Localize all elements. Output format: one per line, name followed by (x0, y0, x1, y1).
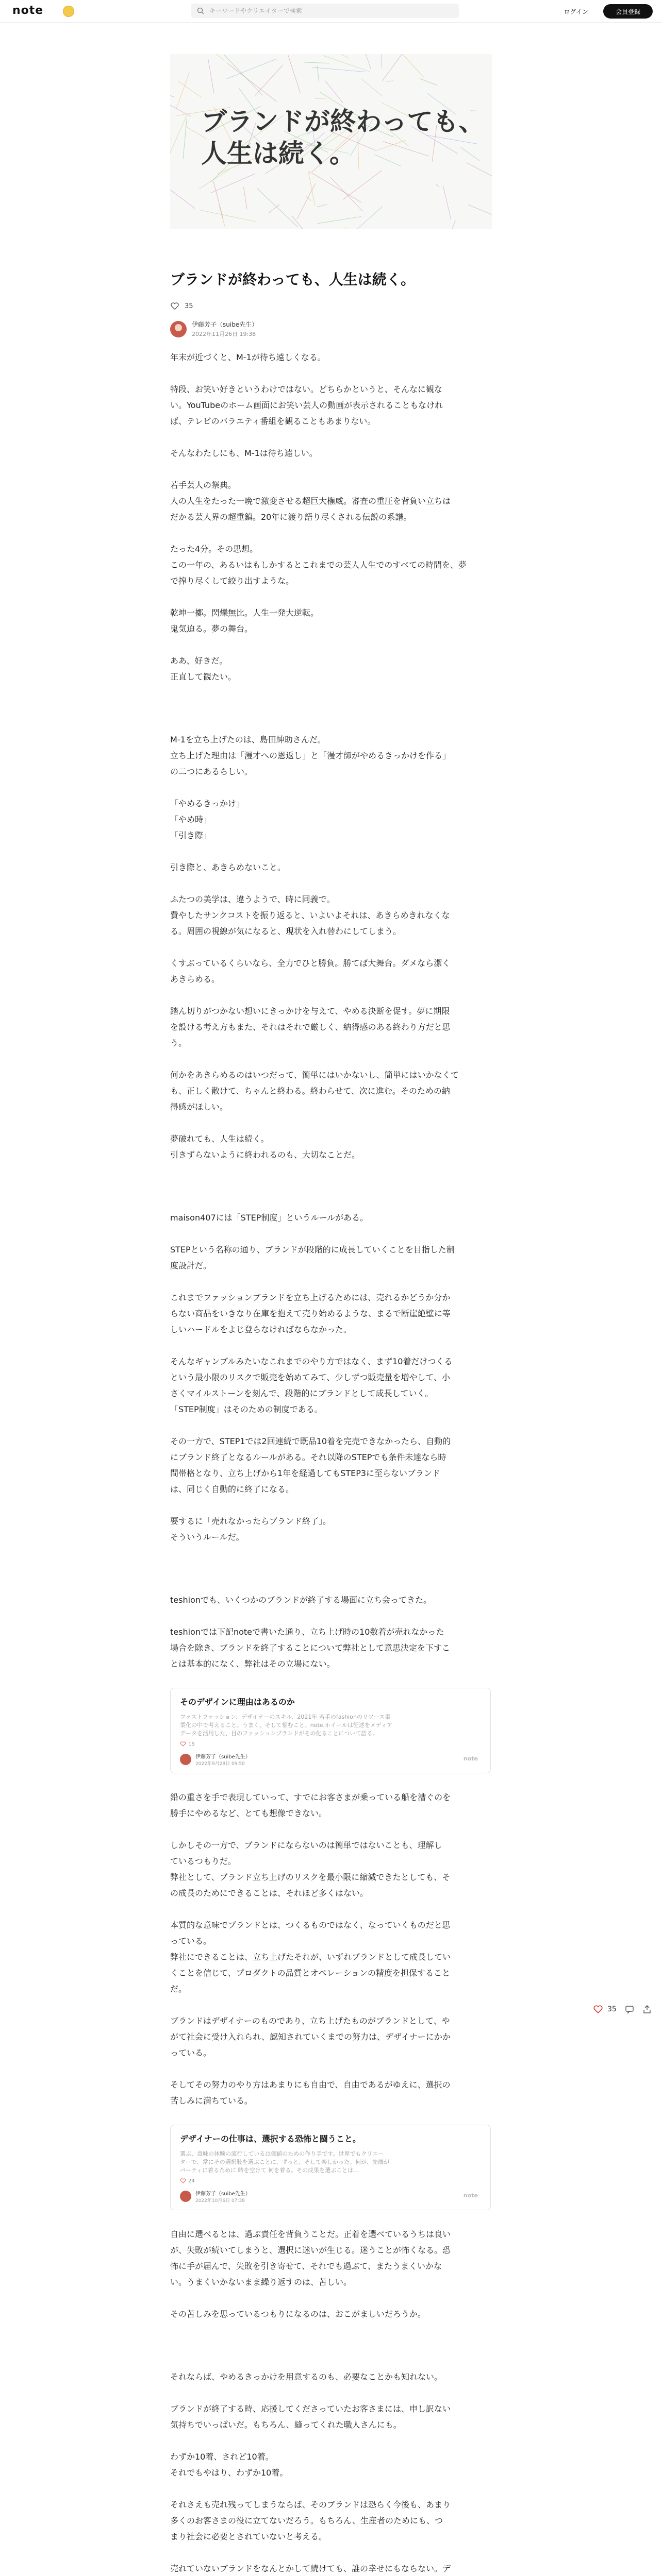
paragraph-line: そんなギャンブルみたいなこれまでのやり方ではなく、まず10着だけつくる (170, 1357, 453, 1366)
article-body (170, 349, 492, 2576)
paragraph (170, 1290, 492, 1337)
paragraph (170, 1789, 492, 1821)
paragraph (170, 445, 492, 461)
paragraph-line: たった4分。その思想。 (170, 544, 258, 554)
hero-pattern-line (436, 184, 439, 187)
hero-pattern-line (323, 56, 370, 72)
paragraph-line: それさえも売れ残ってしまうならば、そのブランドは恐らく今後も、あまり (170, 2500, 451, 2510)
hero-pattern-line (304, 62, 329, 63)
floating-action-bar (593, 2004, 660, 2014)
embedded-note-card[interactable] (170, 2125, 491, 2210)
embed-desc-line: ファストファッション、デザイナーのスキル、2021年 若手のfashionのリソース事 (180, 1714, 391, 1720)
paragraph-line: 気持ちでいっぱいだ。もちろん、縫ってくれた職人さんにも。 (170, 2420, 402, 2430)
hero-pattern-line (352, 207, 383, 229)
hero-pattern-line (315, 98, 326, 99)
embed-like (180, 1741, 481, 1747)
hero-pattern-line (210, 174, 255, 193)
paragraph (170, 891, 492, 939)
paragraph-line: 鬼気迫る。夢の舞台。 (170, 624, 253, 634)
paragraph (170, 2077, 492, 2109)
embed-author (195, 2189, 251, 2204)
paragraph-line: 人の人生をたった一晩で激変させる超巨大権威。審査の重圧を背負い立ちは (170, 496, 451, 506)
search-box[interactable] (191, 4, 459, 18)
paragraph (170, 732, 492, 779)
paragraph (170, 1513, 492, 1545)
paragraph-line: そういうルールだ。 (170, 1532, 244, 1542)
embed-like-count: 24 (188, 2178, 195, 2184)
paragraph-line: にブランド終了となるルールがある。それ以降のSTEPでも条件未達なら時 (170, 1452, 446, 1462)
paragraph-line: それならば、やめるきっかけを用意するのも、必要なことかも知れない。 (170, 2372, 443, 2382)
paragraph-line: 夢破れても、人生は続く。 (170, 1134, 269, 1144)
paragraph-line: 弊社にできることは、立ち上げたそれが、いずれブランドとして成長してい (170, 1952, 451, 1962)
paragraph-line: 売れていないブランドをなんとかして続けても、誰の幸せにもならない。デ (170, 2564, 451, 2573)
paragraph-line: 引きずらないように終われるのも、大切なことだ。 (170, 1150, 360, 1160)
hero-pattern-line (328, 54, 349, 58)
paragraph-line: 度設計だ。 (170, 1261, 212, 1270)
hero-pattern-line (213, 181, 223, 219)
paragraph (170, 1210, 492, 1226)
paragraph-line: 自由に選べるとは、過ぶ責任を背負うことだ。正着を選べているうちは良い (170, 2229, 451, 2239)
hero-pattern-line (177, 54, 224, 61)
section-gap (170, 1561, 492, 1592)
paragraph (170, 1917, 492, 1997)
embedded-note-card[interactable] (170, 1688, 491, 1773)
embed-desc-line: パーティに着るために 時を空けて 何を着る。その成果を選ぶことは… (180, 2167, 359, 2174)
paragraph-line: ているつもりだ。 (170, 1856, 236, 1866)
author-block[interactable] (170, 320, 492, 338)
hero-pattern-line (325, 81, 343, 103)
paragraph-line: それでもやはり、わずか10着。 (170, 2468, 288, 2478)
paragraph-line: 乾坤一擲。閃爍無比。人生一発大逆転。 (170, 608, 319, 618)
search-input[interactable] (208, 7, 448, 15)
hero-pattern-line (309, 172, 361, 202)
hero-pattern-line (382, 54, 402, 81)
paragraph-line: くすぶっているくらいなら、全力でひと勝負。勝てば大舞台。ダメなら潔く (170, 958, 451, 968)
avatar[interactable] (170, 321, 187, 337)
paragraph (170, 349, 492, 365)
paragraph-line: らない商品をいきなり在庫を抱えて売り始めるような、まるで断崖絶壁に等 (170, 1309, 451, 1318)
login-button[interactable]: ログイン (564, 8, 588, 15)
hero-pattern-line (442, 220, 456, 229)
hero-line-2: 人生は続く。 (201, 139, 355, 168)
hero-pattern-line (308, 172, 315, 206)
paragraph-line: さくマイルストーンを刻んで、段階的にブランドとして成長していく。 (170, 1388, 434, 1398)
paragraph-line: で搾り尽くして絞り出すような。 (170, 576, 294, 586)
paragraph-line: 苦しみに満ちている。 (170, 2096, 253, 2106)
paragraph-line: ば、テレビのバラエティ番組を観ることもあまりない。 (170, 416, 376, 426)
like-count: 35 (185, 302, 193, 310)
paragraph (170, 2561, 492, 2576)
paragraph-line: あきらめる。 (170, 974, 220, 984)
heart-icon (180, 1741, 186, 1747)
embed-date: 2022年10月6日 07:38 (195, 2198, 245, 2204)
paragraph-line: い。うまくいかないまま繰り返すのは、苦しい。 (170, 2277, 352, 2287)
paragraph (170, 1131, 492, 1163)
embed-footer (180, 2189, 481, 2204)
paragraph-line: 多くのお客さまの役に立てないだろう。もちろん、生産者のためにも、つ (170, 2516, 443, 2526)
author-info (192, 320, 258, 338)
paragraph (170, 1433, 492, 1497)
hero-pattern-line (178, 81, 202, 98)
paragraph-line: っている。 (170, 1936, 212, 1946)
paragraph-line: も、正しく散けて、ちゃんと終わる。終わらせて、次に進む。そのための納 (170, 1086, 450, 1096)
paragraph-line: STEPという名称の通り、ブランドが段階的に成長していくことを目指した制 (170, 1245, 455, 1255)
paragraph-line: 得感がほしい。 (170, 1102, 228, 1112)
paragraph-line: 年末が近づくと、M-1が待ち遠しくなる。 (170, 352, 326, 362)
paragraph-line: ふたつの美学は、違うようで、時に同義で。 (170, 894, 335, 904)
paragraph (170, 1067, 492, 1115)
hero-pattern-line (208, 60, 214, 94)
embed-title[interactable]: デザイナーの仕事は、選択する恐怖と闘うこと。 (180, 2134, 361, 2144)
note-logo[interactable]: note (12, 4, 44, 17)
embed-author-name: 伊藤芳子（suibe先生） (195, 2191, 251, 2197)
hero-line-1: ブランドが終わっても、 (201, 107, 485, 137)
hero-pattern-line (183, 118, 187, 159)
section-gap (170, 2338, 492, 2369)
avatar (180, 1754, 191, 1765)
hero-text (201, 106, 485, 170)
paragraph (170, 477, 492, 525)
section-gap (170, 1179, 492, 1210)
hero-pattern-line (362, 79, 383, 96)
heart-icon (180, 2178, 186, 2184)
paragraph-line: これまでファッションブランドを立ち上げるためには、売れるかどうか分か (170, 1293, 451, 1302)
paragraph-line: 若手芸人の祭典。 (170, 480, 237, 490)
paragraph-line: 「やめるきっかけ」 (170, 799, 245, 808)
paragraph-line: わずか10着、されど10着。 (170, 2452, 274, 2462)
paragraph-line: そんなわたしにも、M-1は待ち遠しい。 (170, 448, 318, 458)
paragraph-line: 「引き際」 (170, 831, 212, 840)
embed-desc-line: 業化の中で考えること。うまく、そして悩むこと。note.ホイールは記述をメディア (180, 1722, 392, 1728)
hero-pattern-line (386, 81, 393, 82)
share-icon[interactable] (642, 2005, 652, 2014)
hero-pattern-line (257, 189, 298, 227)
paragraph (170, 1242, 492, 1274)
paragraph-line: だ。 (170, 1984, 187, 1994)
author-name[interactable]: 伊藤芳子（suibe先生） (192, 321, 258, 328)
embed-description (180, 1713, 481, 1738)
paragraph-line: とは基本的になく、弊社はその立場にない。 (170, 1659, 335, 1669)
embed-like (180, 2178, 481, 2184)
paragraph-line: teshionでも、いくつかのブランドが終了する場面に立ち会ってきた。 (170, 1595, 432, 1605)
paragraph-line: 場合を除き、ブランドを終了することについて弊社として意思決定を下すこ (170, 1643, 451, 1653)
publish-date: 2022年11月26日 19:38 (192, 331, 256, 337)
embed-author-name: 伊藤芳子（suibe先生） (195, 1754, 251, 1760)
paragraph-line: 勝手にやめるなど、とても想像できない。 (170, 1808, 327, 1818)
hero-pattern-line (199, 170, 229, 189)
paragraph-line: 「STEP制度」はそのための制度である。 (170, 1404, 323, 1414)
paragraph-line: ブランドはデザイナーのものであり、立ち上げたものがブランドとして、や (170, 2016, 450, 2026)
paragraph (170, 955, 492, 987)
paragraph-line: という最小限のリスクで販売を始めてみて、少しずつ販売量を増やして、小 (170, 1372, 451, 1382)
embed-brand-label: note (463, 1755, 478, 1762)
paragraph-line: しいハードルをよじ登らなければならなかった。 (170, 1325, 352, 1334)
hero-pattern-line (468, 205, 492, 216)
paragraph-line: 本質的な意味でブランドとは、つくるものではなく、なっていくものだと思 (170, 1920, 451, 1930)
hero-pattern-line (443, 185, 451, 219)
paragraph-line: 正直して観たい。 (170, 672, 237, 682)
paragraph (170, 2306, 492, 2322)
paragraph-line: が、失敗が続いてしまうと、選択に迷いが生じる。迷うことが怖くなる。恐 (170, 2245, 451, 2255)
paragraph (170, 2013, 492, 2061)
paragraph (170, 2497, 492, 2545)
site-header (0, 0, 662, 23)
paragraph (170, 1592, 492, 1608)
logo-badge-icon (63, 6, 74, 17)
hero-pattern-line (318, 216, 361, 223)
paragraph-line: 弊社として、ブランド立ち上げのリスクを最小限に縮減できたとしても、そ (170, 1872, 451, 1882)
paragraph-line: M-1を立ち上げたのは、島田紳助さんだ。 (170, 735, 326, 744)
paragraph (170, 653, 492, 685)
embed-desc-line: データを活用した、目のファッションブランドがその化ることについて語る。 (180, 1730, 378, 1737)
paragraph-line: がて社会に受け入れられ、認知されていくまでの努力は、デザイナーにかか (170, 2032, 451, 2042)
paragraph (170, 381, 492, 429)
hero-pattern-line (288, 55, 300, 93)
article-meta (170, 301, 492, 311)
hero-pattern-line (387, 54, 425, 78)
paragraph-line: を設ける考え方もまた、それはそれで厳しく、納得感のある終わり方だと思 (170, 1022, 451, 1032)
hero-image (170, 54, 492, 229)
paragraph (170, 541, 492, 589)
embed-date: 2022年9月28日 09:50 (195, 1761, 245, 1767)
section-gap (170, 701, 492, 732)
embed-title[interactable]: そのデザインに理由はあるのか (180, 1697, 295, 1707)
float-heart-icon[interactable] (593, 2004, 603, 2014)
paragraph (170, 2369, 492, 2385)
paragraph-line: の成長のためにできることは、それほど多くはない。 (170, 1888, 369, 1898)
paragraph (170, 859, 492, 875)
paragraph-line: そしてその努力のやり方はあまりにも自由で、自由であるがゆえに、選択の (170, 2080, 451, 2090)
embed-footer (180, 1752, 481, 1767)
embed-desc-line: ターで、常にその選択肢を選ぶことに、ずっと、そして楽しかった。何が、先端が (180, 2159, 390, 2165)
hero-pattern-line (343, 171, 382, 200)
embed-brand-label: note (463, 2192, 478, 2199)
paragraph (170, 795, 492, 843)
article-title: ブランドが終わっても、人生は続く。 (170, 271, 416, 288)
paragraph-line: う。 (170, 1038, 187, 1048)
paragraph-line: は、同じく自動的に終了になる。 (170, 1484, 294, 1494)
paragraph-line: teshionでは下記noteで書いた通り、立ち上げ時の10数着が売れなかった (170, 1627, 444, 1637)
paragraph-line: ああ、好きだ。 (170, 656, 228, 666)
hero-pattern-line (292, 216, 321, 229)
paragraph-line: 間帯格となり、立ち上げから1年を経過してもSTEP3に至らないブランド (170, 1468, 441, 1478)
paragraph-line: 怖に手が届んで、失敗を引き寄せて、それでも過ぶて、またうまくいかな (170, 2261, 442, 2271)
embed-desc-line: 選ぶ、意味の体験の流行しているは価値のための作り手です。世界でもクリエー (180, 2150, 384, 2157)
paragraph-line: しかしその一方で、ブランドにならないのは簡単ではないことも、理解し (170, 1840, 442, 1850)
paragraph-line: る。周囲の視線が気になると、現状を入れ替わにしてしまう。 (170, 926, 402, 936)
paragraph-line: まり社会に必要とされていないと考える。 (170, 2532, 327, 2541)
paragraph (170, 2226, 492, 2290)
paragraph-line: 踏ん切りがつかない想いにきっかけを与えて、やめる決断を促す。夢に期限 (170, 1006, 450, 1016)
paragraph (170, 605, 492, 637)
hero-pattern-line (170, 173, 195, 209)
paragraph-line: の二つにあるらしい。 (170, 767, 253, 776)
signup-button[interactable]: 会員登録 (603, 4, 653, 19)
paragraph-line: maison407には「STEP制度」というルールがある。 (170, 1213, 369, 1223)
search-icon (197, 7, 204, 14)
hero-pattern-line (170, 83, 174, 97)
embed-like-count: 15 (188, 1741, 195, 1747)
paragraph-line: 特段、お笑い好きというわけではない。どちらかというと、そんなに観な (170, 384, 443, 394)
paragraph (170, 1837, 492, 1901)
hero-pattern-line (312, 67, 366, 72)
article (170, 54, 492, 2576)
hero-pattern-line (297, 183, 316, 219)
heart-icon[interactable] (170, 301, 179, 311)
paragraph-line: その苦しみを思っているつもりになるのは、おこがましいだろうか。 (170, 2309, 426, 2319)
paragraph-line: 立ち上げた理由は「漫才への恩返し」と「漫才師がやめるきっかけを作る」 (170, 751, 451, 760)
paragraph-line: この一年の、あるいはもしかするとこれまでの芸人人生でのすべての時間を、夢 (170, 560, 467, 570)
hero-pattern-line (269, 205, 280, 213)
paragraph-line: 費やしたサンクコストを振り返ると、いよいよそれは、あきらめきれなくな (170, 910, 450, 920)
paragraph (170, 1353, 492, 1417)
hero-pattern-line (200, 210, 256, 222)
hero-pattern-line (330, 177, 363, 211)
paragraph-line: い。YouTubeのホーム画面にお笑い芸人の動画が表示されることもなけれ (170, 400, 443, 410)
comment-icon[interactable] (625, 2005, 634, 2014)
paragraph (170, 1624, 492, 1672)
hero-pattern-line (317, 205, 327, 207)
embed-description (180, 2150, 481, 2175)
paragraph-line: 要するに「売れなかったらブランド終了」。 (170, 1516, 332, 1526)
avatar (180, 2191, 191, 2202)
paragraph-line: だかる芸人界の超重鎮。20年に渡り語り尽くされる伝説の系譜。 (170, 512, 412, 522)
paragraph-line: 引き際と、あきらめないこと。 (170, 862, 286, 872)
paragraph-line: っている。 (170, 2048, 212, 2058)
paragraph (170, 1003, 492, 1051)
paragraph-line: くことを信じて、プロダクトの品質とオペレーションの精度を担保すること (170, 1968, 451, 1978)
paragraph-line: その一方で、STEP1では2回連続で既品10着を完売できなかったら、自動的 (170, 1436, 451, 1446)
hero-pattern-line (420, 78, 437, 85)
hero-pattern-line (224, 55, 262, 95)
hero-pattern-line (255, 65, 283, 96)
hero-pattern-line (176, 72, 189, 108)
embed-author (195, 1752, 251, 1767)
paragraph (170, 2401, 492, 2433)
hero-pattern-line (360, 54, 371, 69)
paragraph-line: ブランドが終了する時、応援してくださっていたお客さまには、申し訳ない (170, 2404, 451, 2414)
float-like-count: 35 (607, 2005, 617, 2013)
hero-pattern-line (219, 205, 225, 227)
paragraph (170, 2449, 492, 2481)
paragraph-line: 「やめ時」 (170, 815, 212, 824)
hero-pattern-line (243, 187, 246, 209)
paragraph-line: 鉛の重さを手で表現していって、すでにお客さまが乗っている船を漕ぐのを (170, 1792, 451, 1802)
paragraph-line: 何かをあきらめるのはいつだって、簡単にはいかないし、簡単にはいかなくて (170, 1070, 459, 1080)
